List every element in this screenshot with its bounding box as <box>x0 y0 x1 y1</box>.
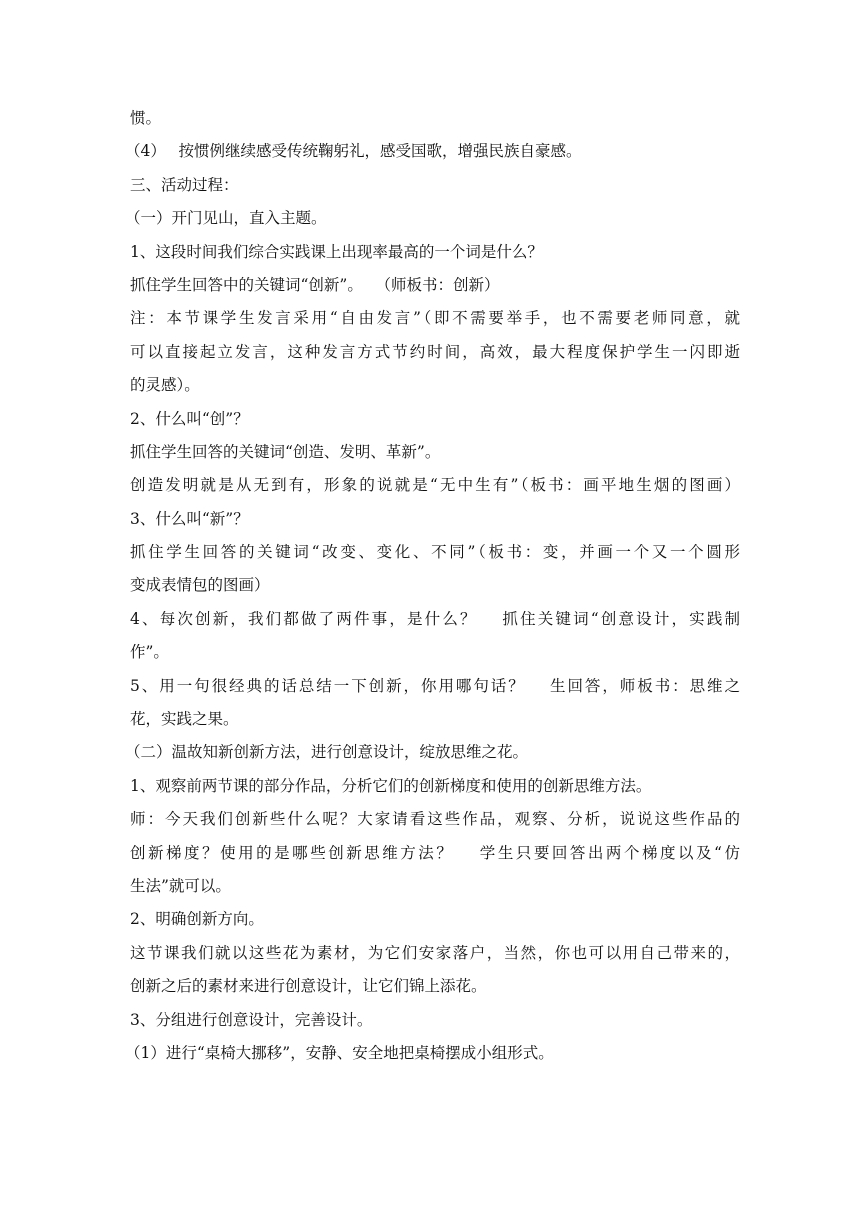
subsection-heading: （二）温故知新创新方法，进行创意设计，绽放思维之花。 <box>125 743 529 762</box>
text-line: 5、用一句很经典的话总结一下创新，你用哪句话？ 生回答，师板书：思维之 <box>130 676 740 695</box>
text-line: 创新之后的素材来进行创意设计，让它们锦上添花。 <box>130 977 487 996</box>
text-line: 变成表情包的图画） <box>130 576 270 595</box>
text-line: 注：本节课学生发言采用“自由发言”（即不需要举手，也不需要老师同意，就 <box>130 309 740 328</box>
text-line: 惯。 <box>130 109 162 127</box>
text-line: 抓住学生回答的关键词“创造、发明、革新”。 <box>130 442 441 461</box>
text-line: 师：今天我们创新些什么呢？大家请看这些作品，观察、分析，说说这些作品的 <box>130 810 740 829</box>
section-heading: 三、活动过程： <box>130 175 239 194</box>
text-line: 生法”就可以。 <box>130 876 231 895</box>
text-line: 花，实践之果。 <box>130 710 239 729</box>
text-line: 这节课我们就以这些花为素材，为它们安家落户，当然，你也可以用自己带来的， <box>130 943 740 962</box>
text-line: 3、分组进行创意设计，完善设计。 <box>130 1010 373 1029</box>
text-line: 1、这段时间我们综合实践课上出现率最高的一个词是什么？ <box>130 242 543 261</box>
text-line: 4、每次创新，我们都做了两件事，是什么？ 抓住关键词“创意设计，实践制 <box>130 609 740 628</box>
text-line: 2、明确创新方向。 <box>130 910 264 929</box>
text-line: 作”。 <box>130 643 169 662</box>
text-line: 可以直接起立发言，这种发言方式节约时间，高效，最大程度保护学生一闪即逝 <box>130 342 740 361</box>
text-line: 的灵感）。 <box>130 376 200 395</box>
text-line: 3、什么叫“新”？ <box>130 509 249 528</box>
text-line: 1、观察前两节课的部分作品，分析它们的创新梯度和使用的创新思维方法。 <box>130 776 652 795</box>
text-line: 2、什么叫“创”？ <box>130 409 249 428</box>
subsection-heading: （一）开门见山，直入主题。 <box>125 209 327 228</box>
text-line: （1）进行“桌椅大挪移”，安静、安全地把桌椅摆成小组形式。 <box>125 1043 554 1062</box>
text-line: 创造发明就是从无到有，形象的说就是“无中生有”（板书：画平地生烟的图画） <box>130 476 740 495</box>
text-line: 抓住学生回答中的关键词“创新”。 （师板书：创新） <box>130 275 500 294</box>
document-body <box>125 108 740 1076</box>
text-line: 抓住学生回答的关键词“改变、变化、不同”（板书：变，并画一个又一个圆形 <box>130 543 740 562</box>
text-line: 创新梯度？使用的是哪些创新思维方法？ 学生只要回答出两个梯度以及“仿 <box>130 843 740 862</box>
text-line: （4） 按惯例继续感受传统鞠躬礼，感受国歌，增强民族自豪感。 <box>125 142 582 161</box>
